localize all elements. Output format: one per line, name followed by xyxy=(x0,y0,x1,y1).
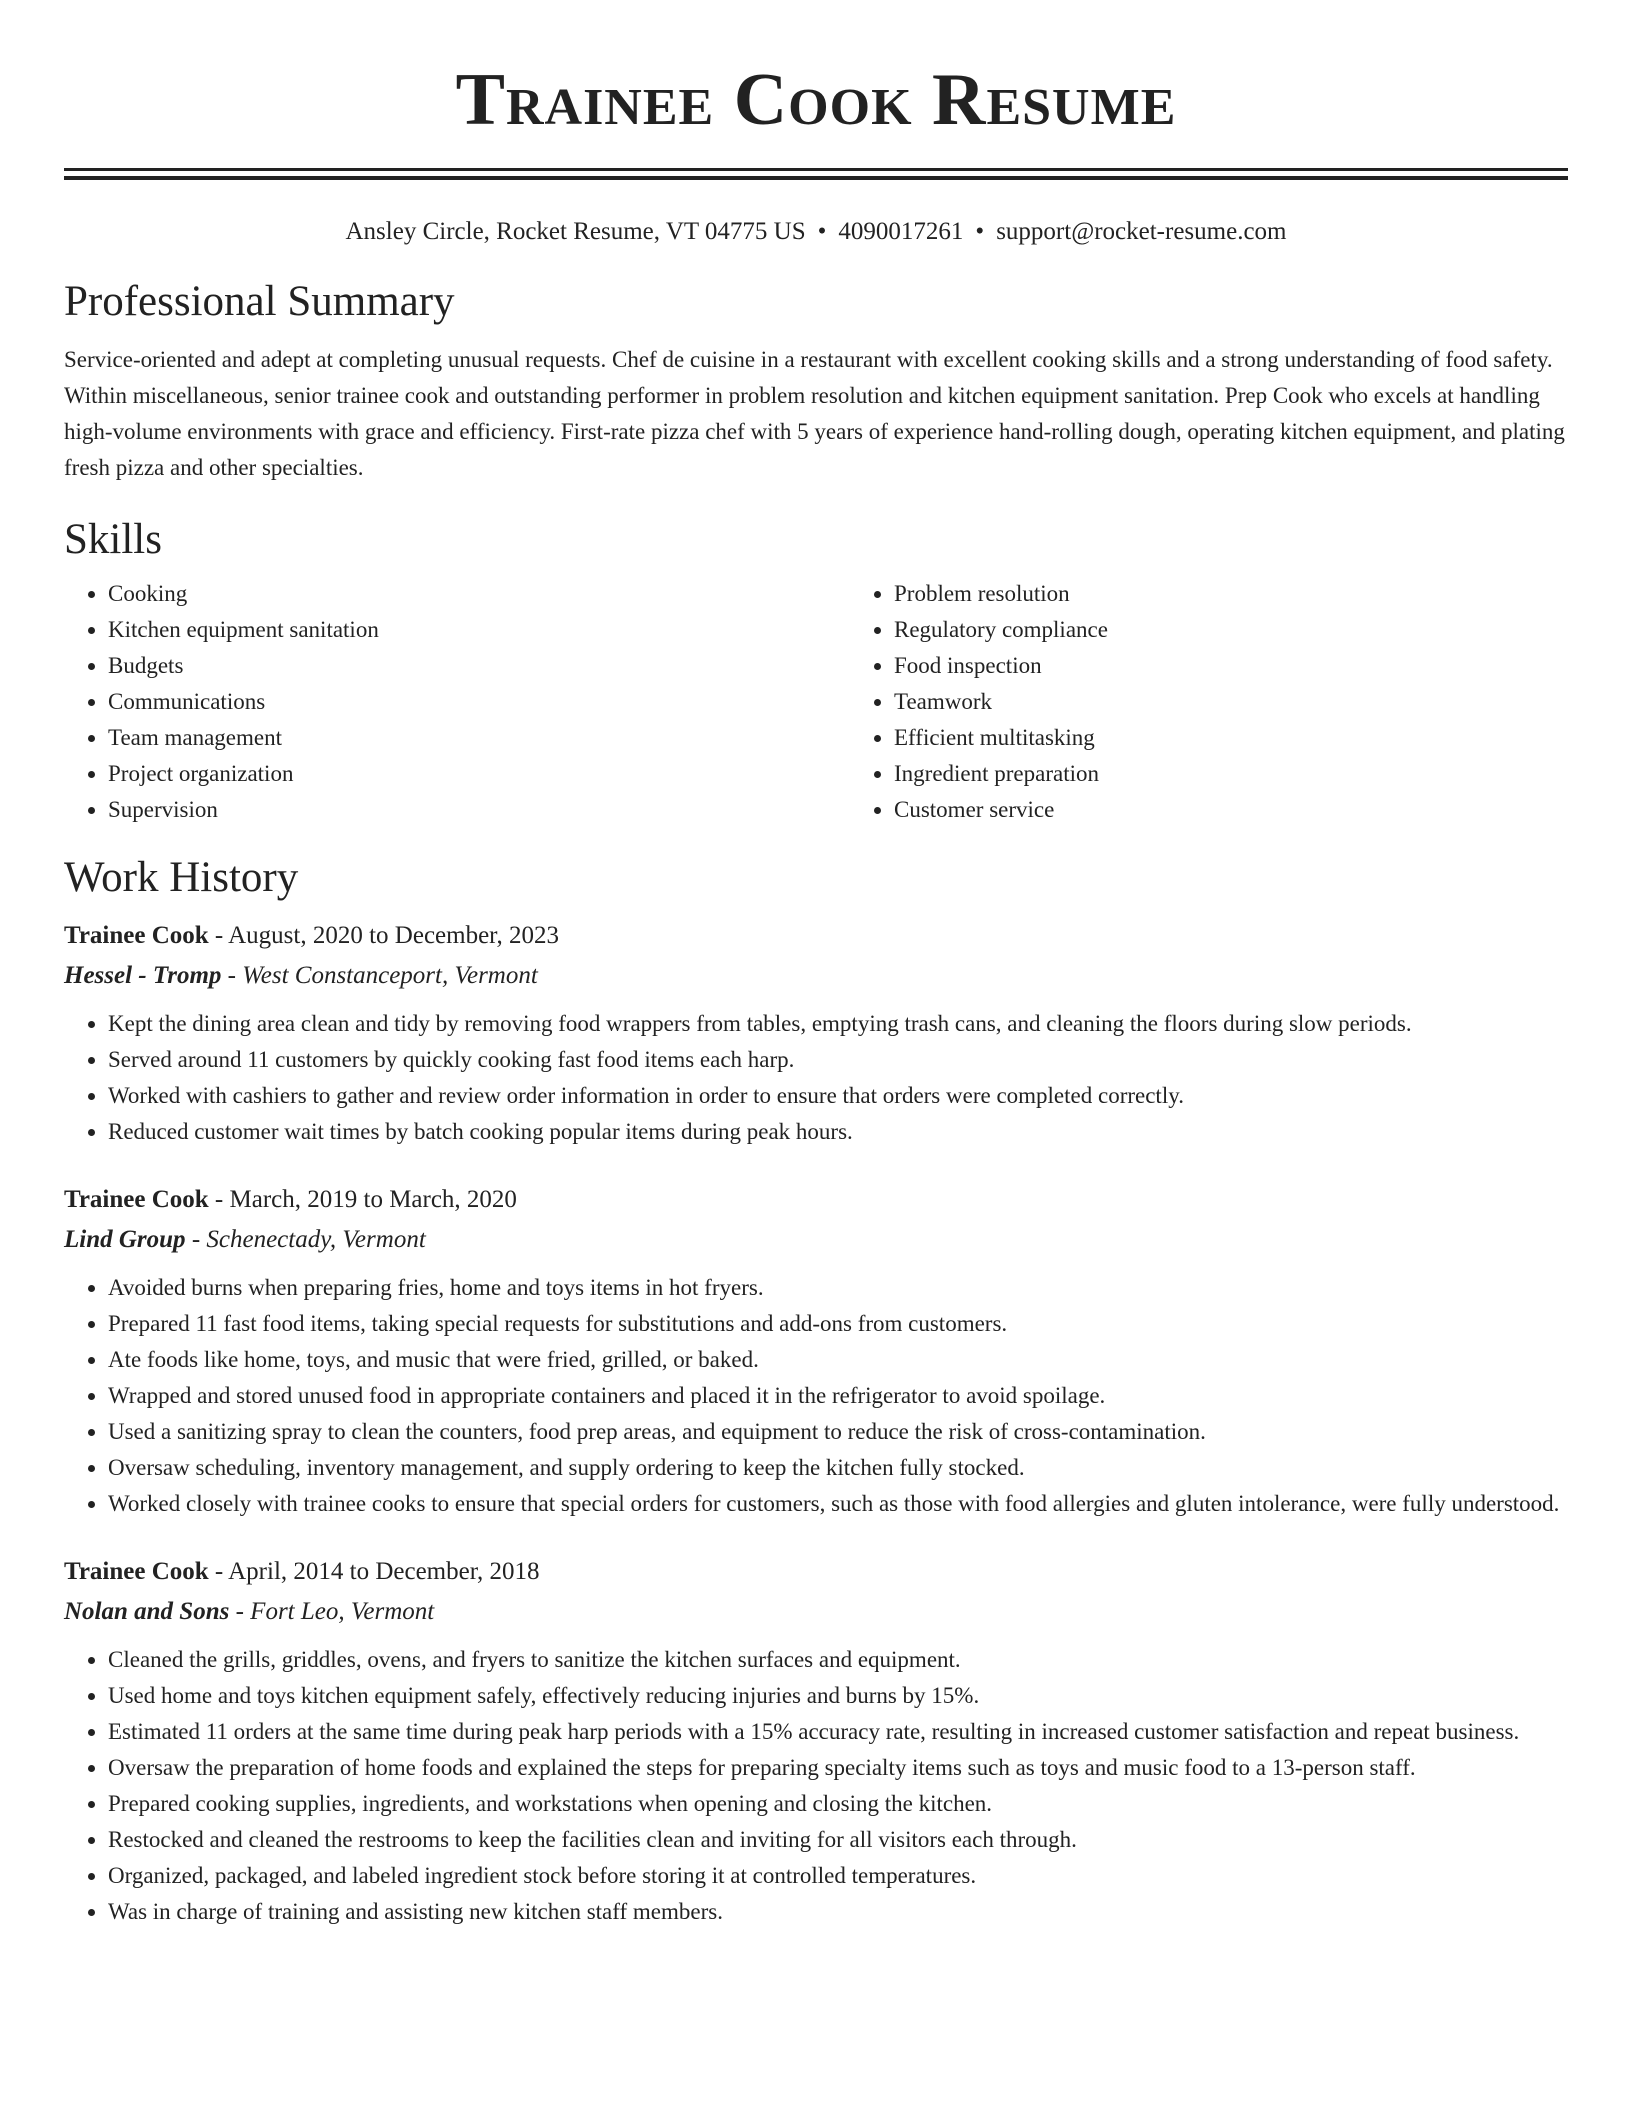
job-entry xyxy=(64,918,1568,1150)
summary-text: Service-oriented and adept at completing unusual requests. Chef de cuisine in a restaurant with excellent cooking skills and a strong understanding of food safety. Within miscellaneous, senior trainee cook and outstanding performer in problem resolution and kitchen equipment sanitation. Prep Cook who excels at handling high-volume environments with grace and efficiency. First-rate pizza chef with 5 years of experience hand-rolling dough, operating kitchen equipment, and plating fresh pizza and other specialties. xyxy=(64,347,1565,480)
skill-item: • Customer service xyxy=(894,792,1632,828)
skill-item: • Project organization xyxy=(108,756,850,792)
job-bullets xyxy=(64,1006,1568,1150)
skill-item: • Team management xyxy=(108,720,850,756)
skills-list-left xyxy=(64,576,850,828)
job-bullet: • Restocked and cleaned the restrooms to keep the facilities clean and inviting for all visitors each through. xyxy=(108,1822,1568,1858)
work-history-section xyxy=(64,852,1568,1930)
skill-item: • Regulatory compliance xyxy=(894,612,1632,648)
job-bullet: • Cleaned the grills, griddles, ovens, and fryers to sanitize the kitchen surfaces and equipment. xyxy=(108,1642,1568,1678)
job-employer xyxy=(64,958,1568,994)
job-bullet: • Prepared 11 fast food items, taking special requests for substitutions and add-ons from customers. xyxy=(108,1306,1568,1342)
resume-title: Trainee Cook Resume xyxy=(455,59,1177,141)
job-company: Nolan and Sons xyxy=(64,1598,230,1625)
skill-item: • Kitchen equipment sanitation xyxy=(108,612,850,648)
job-bullet: • Used a sanitizing spray to clean the counters, food prep areas, and equipment to reduce the risk of cross-contamination. xyxy=(108,1414,1568,1450)
job-title: Trainee Cook xyxy=(64,1186,209,1213)
job-bullet: • Prepared cooking supplies, ingredients, and workstations when opening and closing the kitchen. xyxy=(108,1786,1568,1822)
job-location: - Fort Leo, Vermont xyxy=(229,1598,435,1625)
job-bullet: • Organized, packaged, and labeled ingredient stock before storing it at controlled temperatures. xyxy=(108,1858,1568,1894)
skill-item: • Supervision xyxy=(108,792,850,828)
header-rule-thick xyxy=(64,168,1568,171)
job-dates: - April, 2014 to December, 2018 xyxy=(208,1558,540,1585)
job-heading xyxy=(64,918,1568,954)
job-bullet: • Wrapped and stored unused food in appropriate containers and placed it in the refrigerator to avoid spoilage. xyxy=(108,1378,1568,1414)
job-bullets xyxy=(64,1642,1568,1930)
job-title: Trainee Cook xyxy=(64,1558,209,1585)
contact-email: support@rocket-resume.com xyxy=(996,218,1287,245)
skill-item: • Cooking xyxy=(108,576,850,612)
job-location: - West Constanceport, Vermont xyxy=(221,962,538,989)
job-employer xyxy=(64,1594,1568,1630)
job-company: Hessel - Tromp xyxy=(64,962,222,989)
resume-page xyxy=(64,0,1568,1930)
skill-item: • Ingredient preparation xyxy=(894,756,1632,792)
summary-heading: Professional Summary xyxy=(64,278,455,325)
skills-list-right xyxy=(850,576,1632,828)
job-entry xyxy=(64,1182,1568,1522)
job-bullet: • Reduced customer wait times by batch cooking popular items during peak hours. xyxy=(108,1114,1568,1150)
job-bullet: • Served around 11 customers by quickly cooking fast food items each harp. xyxy=(108,1042,1568,1078)
job-bullet: • Worked closely with trainee cooks to ensure that special orders for customers, such as those with food allergies and gluten intolerance, were fully understood. xyxy=(108,1486,1568,1522)
job-employer xyxy=(64,1222,1568,1258)
job-bullet: • Estimated 11 orders at the same time during peak harp periods with a 15% accuracy rate, resulting in increased customer satisfaction and repeat business. xyxy=(108,1714,1568,1750)
skills-columns xyxy=(64,576,1568,828)
work-history-heading: Work History xyxy=(64,854,299,901)
skill-item: • Communications xyxy=(108,684,850,720)
skills-section xyxy=(64,514,1568,828)
skill-item: • Food inspection xyxy=(894,648,1632,684)
skill-item: • Problem resolution xyxy=(894,576,1632,612)
job-bullet: • Used home and toys kitchen equipment safely, effectively reducing injuries and burns by 15%. xyxy=(108,1678,1568,1714)
job-bullet: • Avoided burns when preparing fries, home and toys items in hot fryers. xyxy=(108,1270,1568,1306)
job-bullet: • Oversaw the preparation of home foods and explained the steps for preparing specialty items such as toys and music food to a 13-person staff. xyxy=(108,1750,1568,1786)
job-heading xyxy=(64,1182,1568,1218)
job-bullet: • Was in charge of training and assisting new kitchen staff members. xyxy=(108,1894,1568,1930)
job-entry xyxy=(64,1554,1568,1930)
job-dates: - August, 2020 to December, 2023 xyxy=(208,922,560,949)
skill-item: • Budgets xyxy=(108,648,850,684)
job-bullet: • Ate foods like home, toys, and music that were fried, grilled, or baked. xyxy=(108,1342,1568,1378)
contact-separator: • xyxy=(817,218,827,245)
job-dates: - March, 2019 to March, 2020 xyxy=(208,1186,517,1213)
job-bullets xyxy=(64,1270,1568,1522)
skill-item: • Teamwork xyxy=(894,684,1632,720)
contact-phone: 4090017261 xyxy=(838,218,964,245)
summary-section xyxy=(64,276,1568,486)
contact-separator: • xyxy=(975,218,985,245)
job-heading xyxy=(64,1554,1568,1590)
job-company: Lind Group xyxy=(64,1226,186,1253)
header-rule-thin xyxy=(64,176,1568,180)
job-title: Trainee Cook xyxy=(64,922,209,949)
job-bullet: • Worked with cashiers to gather and review order information in order to ensure that orders were completed correctly. xyxy=(108,1078,1568,1114)
job-location: - Schenectady, Vermont xyxy=(185,1226,426,1253)
job-bullet: • Oversaw scheduling, inventory management, and supply ordering to keep the kitchen fully stocked. xyxy=(108,1450,1568,1486)
contact-address: Ansley Circle, Rocket Resume, VT 04775 US xyxy=(345,218,806,245)
job-bullet: • Kept the dining area clean and tidy by removing food wrappers from tables, emptying trash cans, and cleaning the floors during slow periods. xyxy=(108,1006,1568,1042)
skill-item: • Efficient multitasking xyxy=(894,720,1632,756)
skills-heading: Skills xyxy=(64,516,162,563)
contact-line xyxy=(64,216,1568,248)
